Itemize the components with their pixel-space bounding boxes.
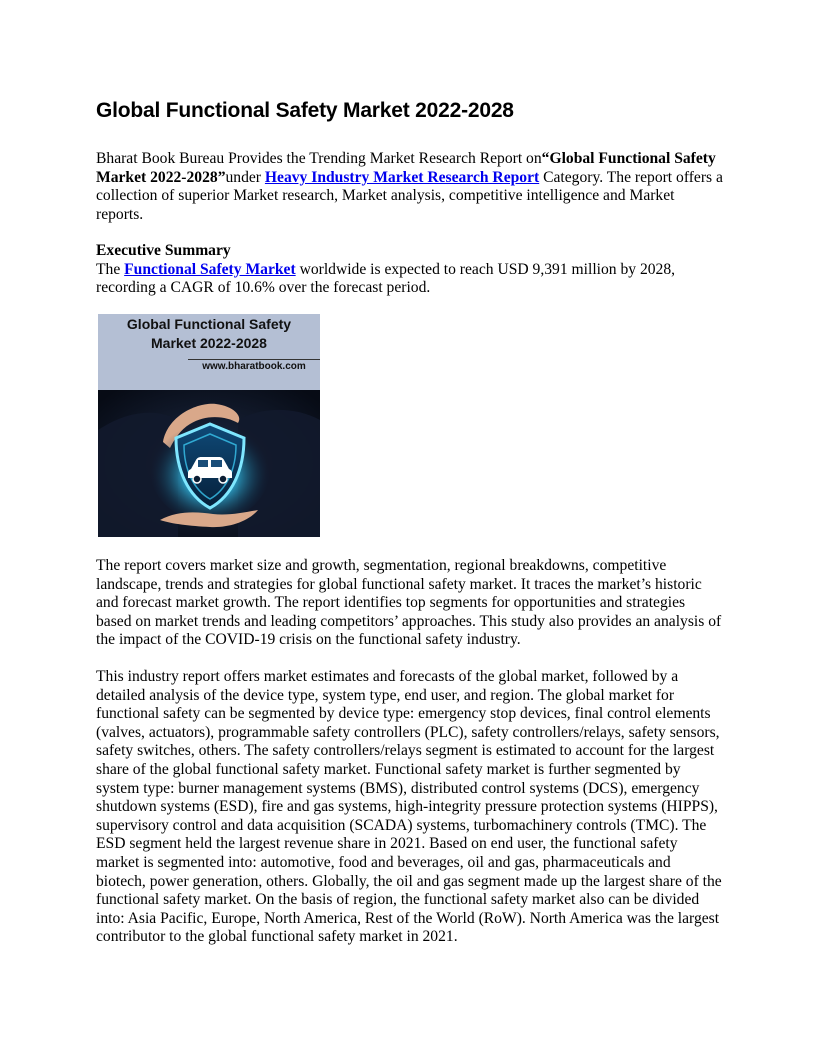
intro-text: Bharat Book Bureau Provides the Trending Market Research Report on: [96, 150, 542, 167]
report-cover-image: [98, 314, 320, 537]
heavy-industry-category-link[interactable]: Heavy Industry Market Research Report: [264, 168, 540, 186]
page-title: Global Functional Safety Market 2022-2028: [96, 99, 514, 122]
executive-summary-section: [96, 242, 724, 298]
market-segmentation-paragraph: This industry report offers market estimates and forecasts of the global market, followed by a detailed analysis of the device type, system type, end user, and region. The global market for functional safety can be segmented by device type: emergency stop devices, final control elements (valves, actuators), programmable safety controllers (PLC), safety controllers/relays, safety sensors, safety switches, others. The safety controllers/relays segment is estimated to account for the largest share of the global functional safety market. Functional safety market is further segmented by system type: burner management systems (BMS), distributed control systems (DCS), emergency shutdown systems (ESD), fire and gas systems, high-integrity pressure protection systems (HIPPS), supervisory control and data acquisition (SCADA) systems, turbomachinery controls (TMC). The ESD segment held the largest revenue share in 2021. Based on end user, the functional safety market is segmented into: automotive, food and beverages, oil and gas, pharmaceuticals and biotech, power generation, others. Globally, the oil and gas segment made up the largest share of the functional safety market. On the basis of region, the functional safety market also can be divided into: Asia Pacific, Europe, North America, Rest of the World (RoW). North America was the largest contributor to the global functional safety market in 2021.: [96, 668, 722, 946]
report-coverage-paragraph: The report covers market size and growth, segmentation, regional breakdowns, competitive landscape, trends and strategies for global functional safety market. It traces the market’s historic and forecast market growth. The report identifies top segments for opportunities and strategies based on market trends and leading competitors’ approaches. This study also provides an analysis of the impact of the COVID-19 crisis on the functional safety industry.: [96, 557, 722, 649]
hands-shield-illustration: [98, 390, 320, 537]
intro-text-rest: Category. The report offers a collection of superior Market research, Market analysis, competitive intelligence and Market reports.: [96, 168, 723, 223]
cover-title-line1: Global Functional Safety: [126, 316, 292, 332]
cover-title-line2: Market 2022-2028: [151, 335, 267, 351]
cover-header: [98, 314, 320, 390]
executive-summary-text: worldwide is expected to reach USD 9,391 million by 2028, recording a CAGR of 10.6% over the forecast period.: [96, 260, 676, 297]
report-title-bold: “Global Functional Safety Market 2022-2028”: [96, 150, 716, 186]
functional-safety-market-link[interactable]: Functional Safety Market: [124, 260, 296, 278]
cover-website: www.bharatbook.com: [202, 361, 306, 372]
executive-summary-text-start: The: [96, 260, 125, 278]
intro-paragraph: [96, 150, 724, 224]
intro-text-under: under: [225, 168, 265, 186]
executive-summary-heading: Executive Summary: [96, 242, 231, 259]
